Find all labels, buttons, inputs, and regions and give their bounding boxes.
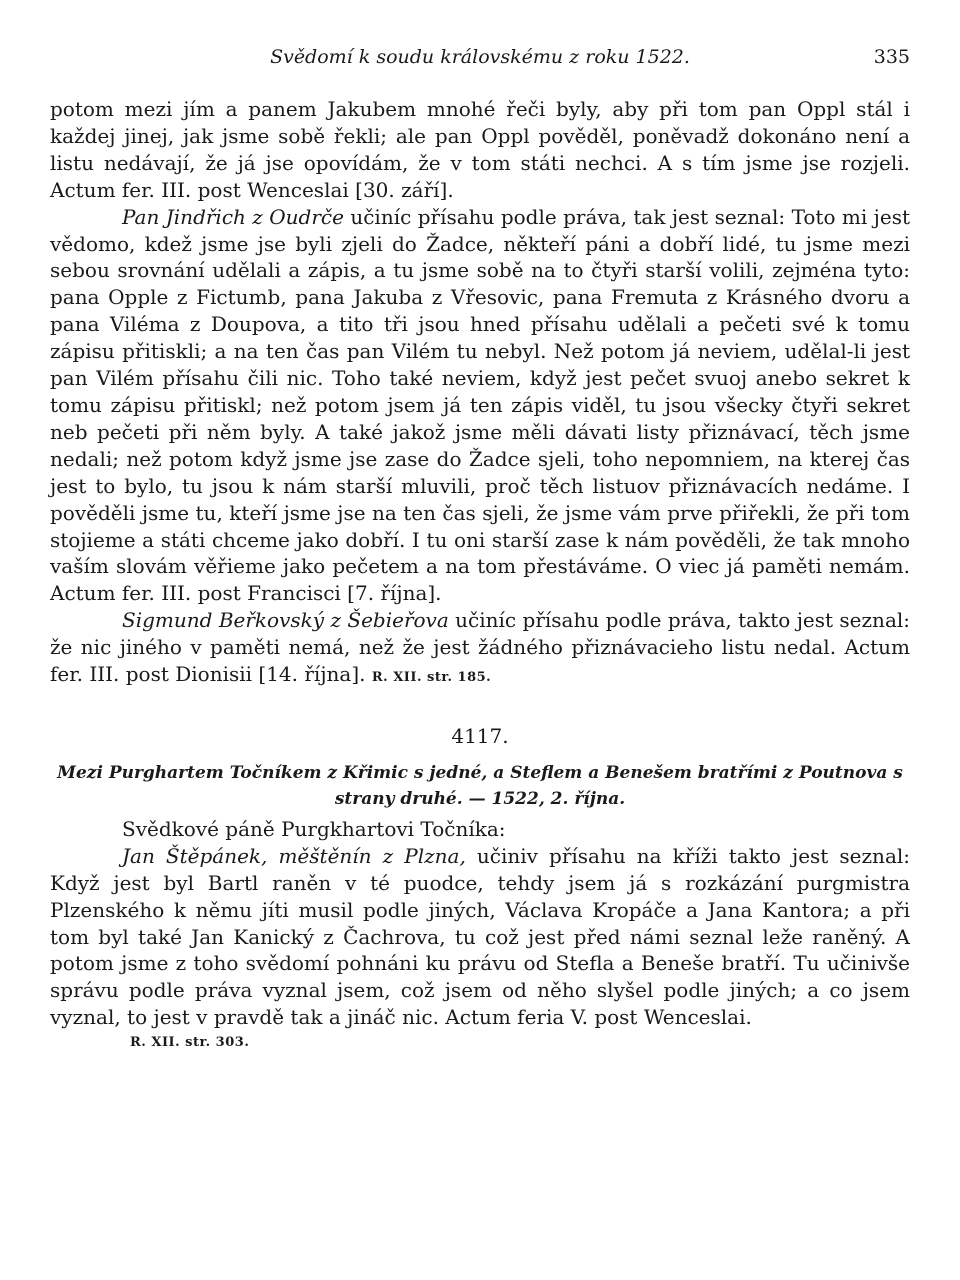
source-reference: R. XII. str. 303. (130, 1035, 250, 1051)
running-title: Svědomí k soudu královskému z roku 1522. (270, 46, 690, 68)
running-header (50, 46, 910, 76)
source-reference: R. XII. str. 185. (371, 670, 492, 686)
testimony-text: učiníc přísahu podle práva, tak jest seznal: Toto mi jest vědomo, kdež jsme jse byli zjeli do Žadce, někteří páni a dobří lidé, tu jsme mezi sebou srovnání udělali a zápis, a tu jsme sobě na to čtyři starší volili, zejména tyto: pana Opple z Fictumb, pana Jakuba z Vřesovic, pana Fremuta z Krásného dvoru a pana Viléma z Doupova, a tito tři jsou hned přísahu udělali a pečeti své k tomu zápisu přitiskli; a na ten čas pan Vilém tu nebyl. Než potom já neviem, udělal-li jest pan Vilém přísahu čili nic. Toho také neviem, když jest pečet svuoj anebo sekret k tomu zápisu přitiskl; než potom jsem já ten zápis viděl, tu jsou všecky čtyři sekret neb pečeti při něm byly. A také jakož jsme měli dávati listy přiznávací, těch jsme nedali; než potom když jsme jse zase do Žadce sjeli, toho nepomniem, na kterej čas jest to bylo, tu jsou k nám starší mluvili, proč těch listuov přiznávacích nedáme. I pověděli jsme tu, kteří jsme jse na ten čas sjeli, že jsme vám prve přiřekli, že při tom stojieme a státi chceme jako dobří. I tu oni starší zase k nám pověděli, že tak mnoho vaším slovám věřieme jako pečetem a na tom přestáváme. O viec já paměti nemám. Actum fer. III. post Francisci [7. října]. (50, 204, 910, 606)
witnesses-line: Svědkové páně Purgkhartovi Točníka: (122, 816, 506, 841)
witness-name: Jan Štěpánek, měštěnín z Plzna, (122, 843, 466, 868)
paragraph-testimony-berkovsky (50, 607, 910, 692)
document-number: 4117. (451, 723, 509, 748)
page-body (50, 96, 910, 1050)
paragraph-testimony-oudrc (50, 204, 910, 608)
testimony-text: učiniv přísahu na kříži takto jest seznal: Když jest byl Bartl raněn v té puodce, tehdy jsem já s rozkázání purgmistra Plzenského k němu jíti musil podle jiných, Václava Kropáče a Jana Kantora; a při tom byl také Jan Kanický z Čachrova, tu což jest před námi seznal leže raněný. A potom jsme z toho svědomí pohnáni ku právu od Stefla a Beneše bratří. Tu učinivše správu podle práva vyznal jsem, což jsem od něho slyšel podle jiných; a co jsem vyznal, to jest v pravdě tak a jináč nic. Actum feria V. post Wenceslai. (50, 843, 910, 1030)
document-heading: Mezi Purghartem Točníkem z Křimic s jedné, a Steflem a Benešem bratřími z Poutnova s strany druhé. — 1522, 2. října. (57, 762, 903, 809)
witness-name: Pan Jindřich z Oudrče (122, 204, 344, 229)
paragraph-testimony-stepanek (50, 843, 910, 1031)
page-number: 335 (873, 46, 910, 68)
paragraph-continued: potom mezi jím a panem Jakubem mnohé řeči byly, aby při tom pan Oppl stál i každej jinej, jak jsme sobě řekli; ale pan Oppl pověděl, poněvadž dokonáno není a listu nedávají, že já jse opovídám, že v tom státi nechci. A s tím jsme jse rozjeli. Actum fer. III. post Wenceslai [30. září]. (50, 97, 910, 202)
testimony-text: učiníc přísahu podle práva, takto jest seznal: že nic jiného v paměti nemá, než že jest žádného přiznávacieho listu nedal. Actum fer. III. post Dionisii [14. října]. (50, 608, 910, 687)
witness-name: Sigmund Beřkovský z Šebieřova (122, 608, 449, 633)
